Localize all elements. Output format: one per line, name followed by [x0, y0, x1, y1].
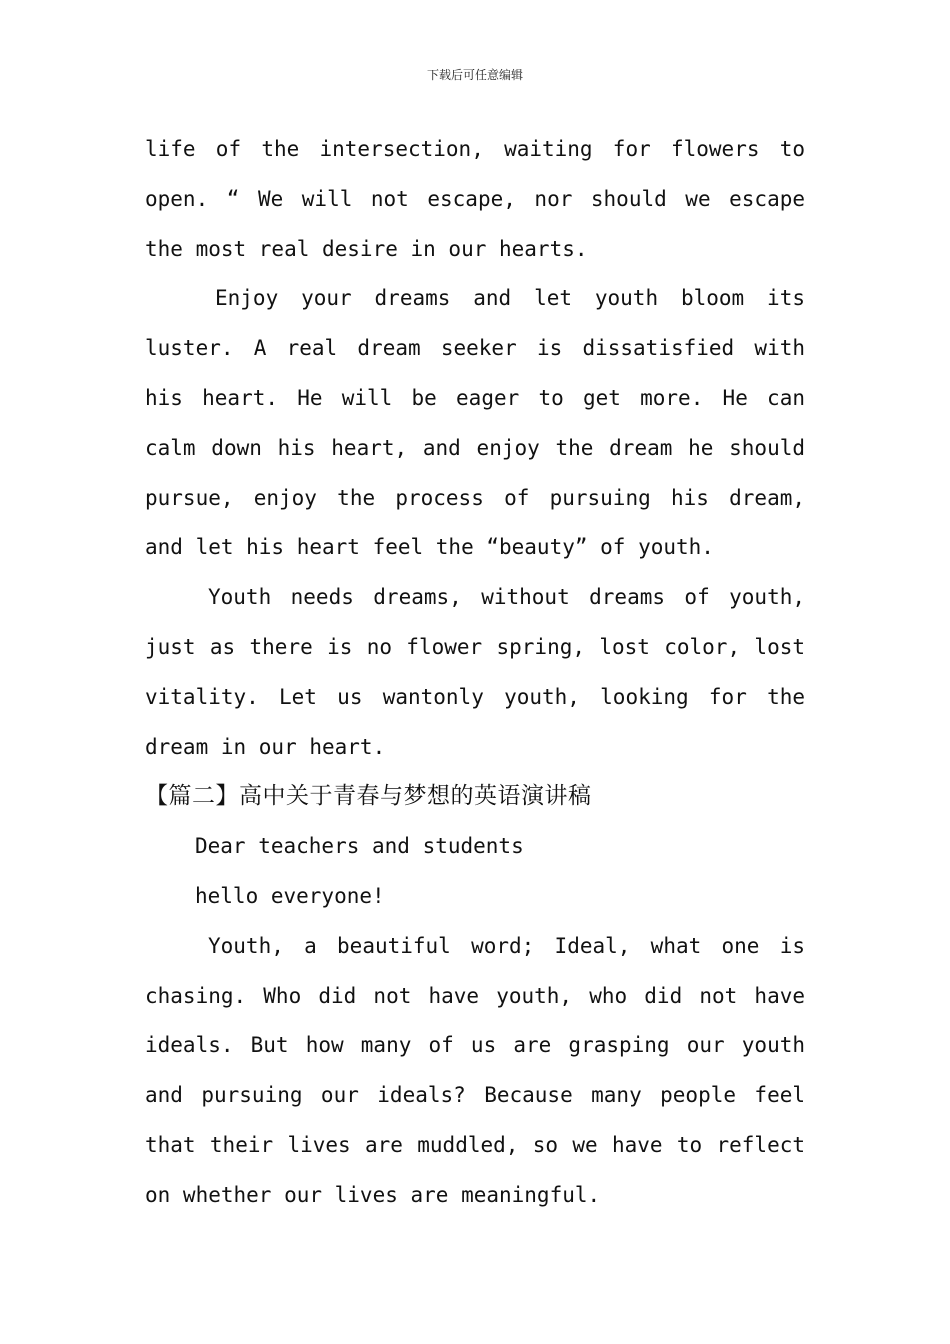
- text-line: just as there is no flower spring, lost color, lost: [145, 634, 805, 659]
- text-line: on whether our lives are meaningful.: [145, 1182, 601, 1207]
- text-line: the most real desire in our hearts.: [145, 236, 588, 261]
- paragraph-3: [145, 573, 805, 772]
- paragraph-4: [145, 922, 805, 1221]
- paragraph-2: [145, 274, 805, 573]
- text-line: his heart. He will be eager to get more. He can: [145, 385, 805, 410]
- text-line: chasing. Who did not have youth, who did not have: [145, 983, 805, 1008]
- text-line: open. “ We will not escape, nor should we escape: [145, 186, 805, 211]
- text-line: dream in our heart.: [145, 734, 386, 759]
- salutation-line: Dear teachers and students: [195, 834, 524, 859]
- text-line: Youth needs dreams, without dreams of youth,: [208, 585, 805, 610]
- section-heading: 【篇二】高中关于青春与梦想的英语演讲稿: [145, 783, 592, 810]
- text-line: life of the intersection, waiting for flowers to: [145, 137, 805, 161]
- paragraph-1: [145, 125, 805, 274]
- text-line: and pursuing our ideals? Because many people feel: [145, 1083, 805, 1108]
- text-line: vitality. Let us wantonly youth, looking for the: [145, 684, 805, 709]
- document-body: [145, 125, 805, 1221]
- text-line: calm down his heart, and enjoy the dream he should: [145, 435, 805, 460]
- text-line: Enjoy your dreams and let youth bloom its: [215, 286, 805, 311]
- text-line: and let his heart feel the “beauty” of youth.: [145, 535, 714, 560]
- text-line: Youth, a beautiful word; Ideal, what one is: [208, 933, 805, 958]
- text-line: luster. A real dream seeker is dissatisfied with: [145, 336, 805, 361]
- text-line: that their lives are muddled, so we have to reflect: [145, 1132, 805, 1157]
- greeting-line: hello everyone!: [195, 883, 385, 908]
- text-line: pursue, enjoy the process of pursuing his dream,: [145, 485, 805, 510]
- page-header: 下载后可任意编辑: [426, 68, 523, 82]
- text-line: ideals. But how many of us are grasping our youth: [145, 1033, 805, 1058]
